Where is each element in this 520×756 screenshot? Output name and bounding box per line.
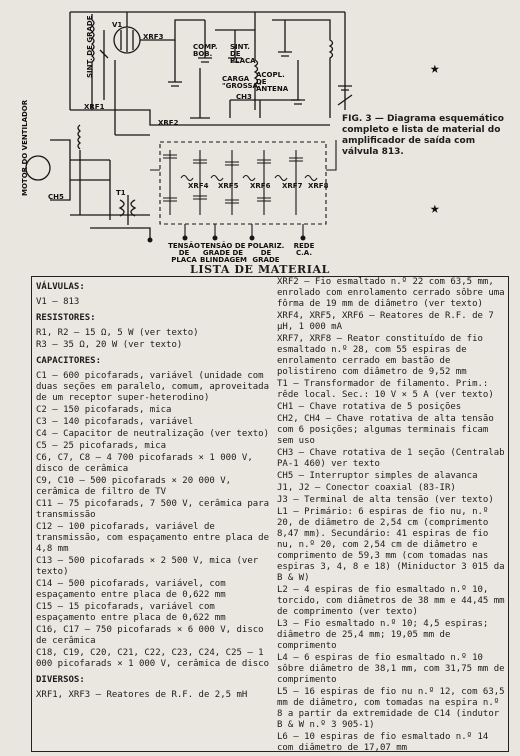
section-heading: RESISTORES: [36,313,96,323]
label-xrf8: XRF8 [308,182,329,190]
list-item: L5 — 16 espiras de fio nu n.º 12, com 63,5 mm de diâmetro, com tomadas na espira n.º 8 a partir da extremidade de C14 (indutor B & W n.º 3 905-1) [277,687,505,730]
label-carga-grossa: CARGA "GROSSA" [222,75,262,90]
label-motor-ventilador: MOTOR DO VENTILADOR [21,99,29,196]
list-item: C5 — 25 picofarads, mica [36,441,167,451]
star-icon: ★ [430,198,440,217]
label-ch3: CH3 [236,93,252,101]
label-xrf5: XRF5 [218,182,239,190]
list-item: CH3 — Chave rotativa de 1 seção (Centralab PA-1 460) ver texto [277,448,505,469]
label-xrf7: XRF7 [282,182,303,190]
list-item: C3 — 140 picofarads, variável [36,417,194,427]
label-comp-bob: COMP. BOB. [193,43,218,58]
label-polariz-grade: POLARIZ. DE GRADE [247,242,285,264]
list-item: C9, C10 — 500 picofarads × 20 000 V, cerâmica de filtro de TV [36,476,232,497]
list-item: R3 — 35 Ω, 20 W (ver texto) [36,340,183,350]
label-ch5: CH5 [48,193,64,201]
list-title: LISTA DE MATERIAL [190,263,330,276]
label-sint-grade: SINT. DE GRADE [86,15,94,78]
list-item: C11 — 75 picofarads, 7 500 V, cerâmica para transmissão [36,499,269,520]
label-xrf4: XRF4 [188,182,209,190]
list-item: XRF1, XRF3 — Reatores de R.F. de 2,5 mH [36,690,248,700]
list-item: XRF2 — Fio esmaltado n.º 22 com 63,5 mm, enrolado com enrolamento cerrado sôbre uma fôrma de 19 mm de diâmetro (ver texto) [277,277,505,309]
list-item: L4 — 6 espiras de fio esmaltado n.º 10 sôbre diâmetro de 38,1 mm, com 31,75 mm de comprimento [277,653,505,685]
list-item: CH2, CH4 — Chave rotativa de alta tensão com 6 posições; algumas terminais ficam sem uso [277,414,494,446]
schematic-diagram [0,0,520,262]
list-item: J1, J2 — Conector coaxial (83-IR) [277,483,456,493]
list-item: T1 — Transformador de filamento. Prim.: rêde local. Sec.: 10 V × 5 A (ver texto) [277,379,494,400]
list-item: XRF4, XRF5, XRF6 — Reatores de R.F. de 7 μH, 1 000 mA [277,311,494,332]
label-xrf1: XRF1 [84,103,105,111]
label-acopl-antena: ACOPL. DE ANTENA [256,71,289,93]
list-item: L1 — Primário: 6 espiras de fio nu, n.º 20, de diâmetro de 2,54 cm (comprimento 8,47 mm). Secundário: 41 espiras de fio nu, n.º 20, com 2,54 cm de diâmetro e comprimento de 59,3 mm (com tomadas nas espiras 3, 4, 8 e 18) (Miniductor 3 015 da B & W) [277,507,505,583]
star-icon: ★ [430,58,440,77]
list-item: C16, C17 — 750 picofarads × 6 000 V, disco de cerâmica [36,625,264,646]
list-item: V1 — 813 [36,297,80,307]
material-list-left-column [36,277,272,702]
section-heading: CAPACITORES: [36,356,102,366]
label-v1: V1 [112,21,123,29]
list-item: C12 — 100 picofarads, variável de transmissão, com espaçamento entre placa de 4,8 mm [36,522,269,554]
list-item: C13 — 500 picofarads × 2 500 V, mica (ver texto) [36,556,259,577]
list-item: L6 — 10 espiras de fio esmaltado n.º 14 com diâmetro de 17,07 mm [277,732,489,753]
section-heading: VÁLVULAS: [36,282,85,292]
label-xrf3: XRF3 [143,33,164,41]
list-item: CH5 — Interruptor simples de alavanca [277,471,478,481]
label-xrf6: XRF6 [250,182,271,190]
list-item: J3 — Terminal de alta tensão (ver texto) [277,495,494,505]
list-item: C14 — 500 picofarads, variável, com espaçamento entre placa de 0,622 mm [36,579,226,600]
list-item: L2 — 4 espiras de fio esmaltado n.º 10, torcido, com diâmetros de 38 mm e 44,45 mm de comprimento (ver texto) [277,585,505,617]
list-item: C15 — 15 picofarads, variável com espaçamento entre placa de 0,622 mm [36,602,226,623]
label-xrf2: XRF2 [158,119,179,127]
material-list-box [31,276,509,752]
list-item: L3 — Fio esmaltado n.º 10; 4,5 espiras; diâmetro de 25,4 mm; 19,05 mm de comprimento [277,619,489,651]
list-item: C1 — 600 picofarads, variável (unidade com duas seções em paralelo, comum, aproveitada de um receptor super-heterodino) [36,371,269,403]
label-rede-ca: REDE C.A. [293,242,315,257]
list-item: XRF7, XRF8 — Reator constituído de fio esmaltado n.º 28, com 55 espiras de enrolamento cerrado em bastão de polistireno com diâmetro de 9,52 mm [277,334,483,377]
list-item: R1, R2 — 15 Ω, 5 W (ver texto) [36,328,199,338]
list-item: C4 — Capacitor de neutralização (ver texto) [36,429,269,439]
list-item: C2 — 150 picofarads, mica [36,405,172,415]
list-item: C18, C19, C20, C21, C22, C23, C24, C25 — 1 000 picofarads × 1 000 V, cerâmica de disco [36,648,269,669]
list-item: C6, C7, C8 — 4 700 picofarads × 1 000 V, disco de cerâmica [36,453,253,474]
label-tensao-placa: TENSÃO DE PLACA [168,242,200,264]
label-sint-placa: SINT. DE PLACA [230,43,256,65]
label-t1: T1 [116,189,126,197]
list-item: CH1 — Chave rotativa de 5 posições [277,402,462,412]
figure-caption: FIG. 3 — Diagrama esquemático completo e lista de material do amplificador de saída com válvula 813. [342,114,504,157]
material-list-right-column [277,277,507,755]
section-heading: DIVERSOS: [36,675,85,685]
label-tensao-grade-blindagem: TENSÃO DE GRADE DE BLINDAGEM [200,242,247,264]
